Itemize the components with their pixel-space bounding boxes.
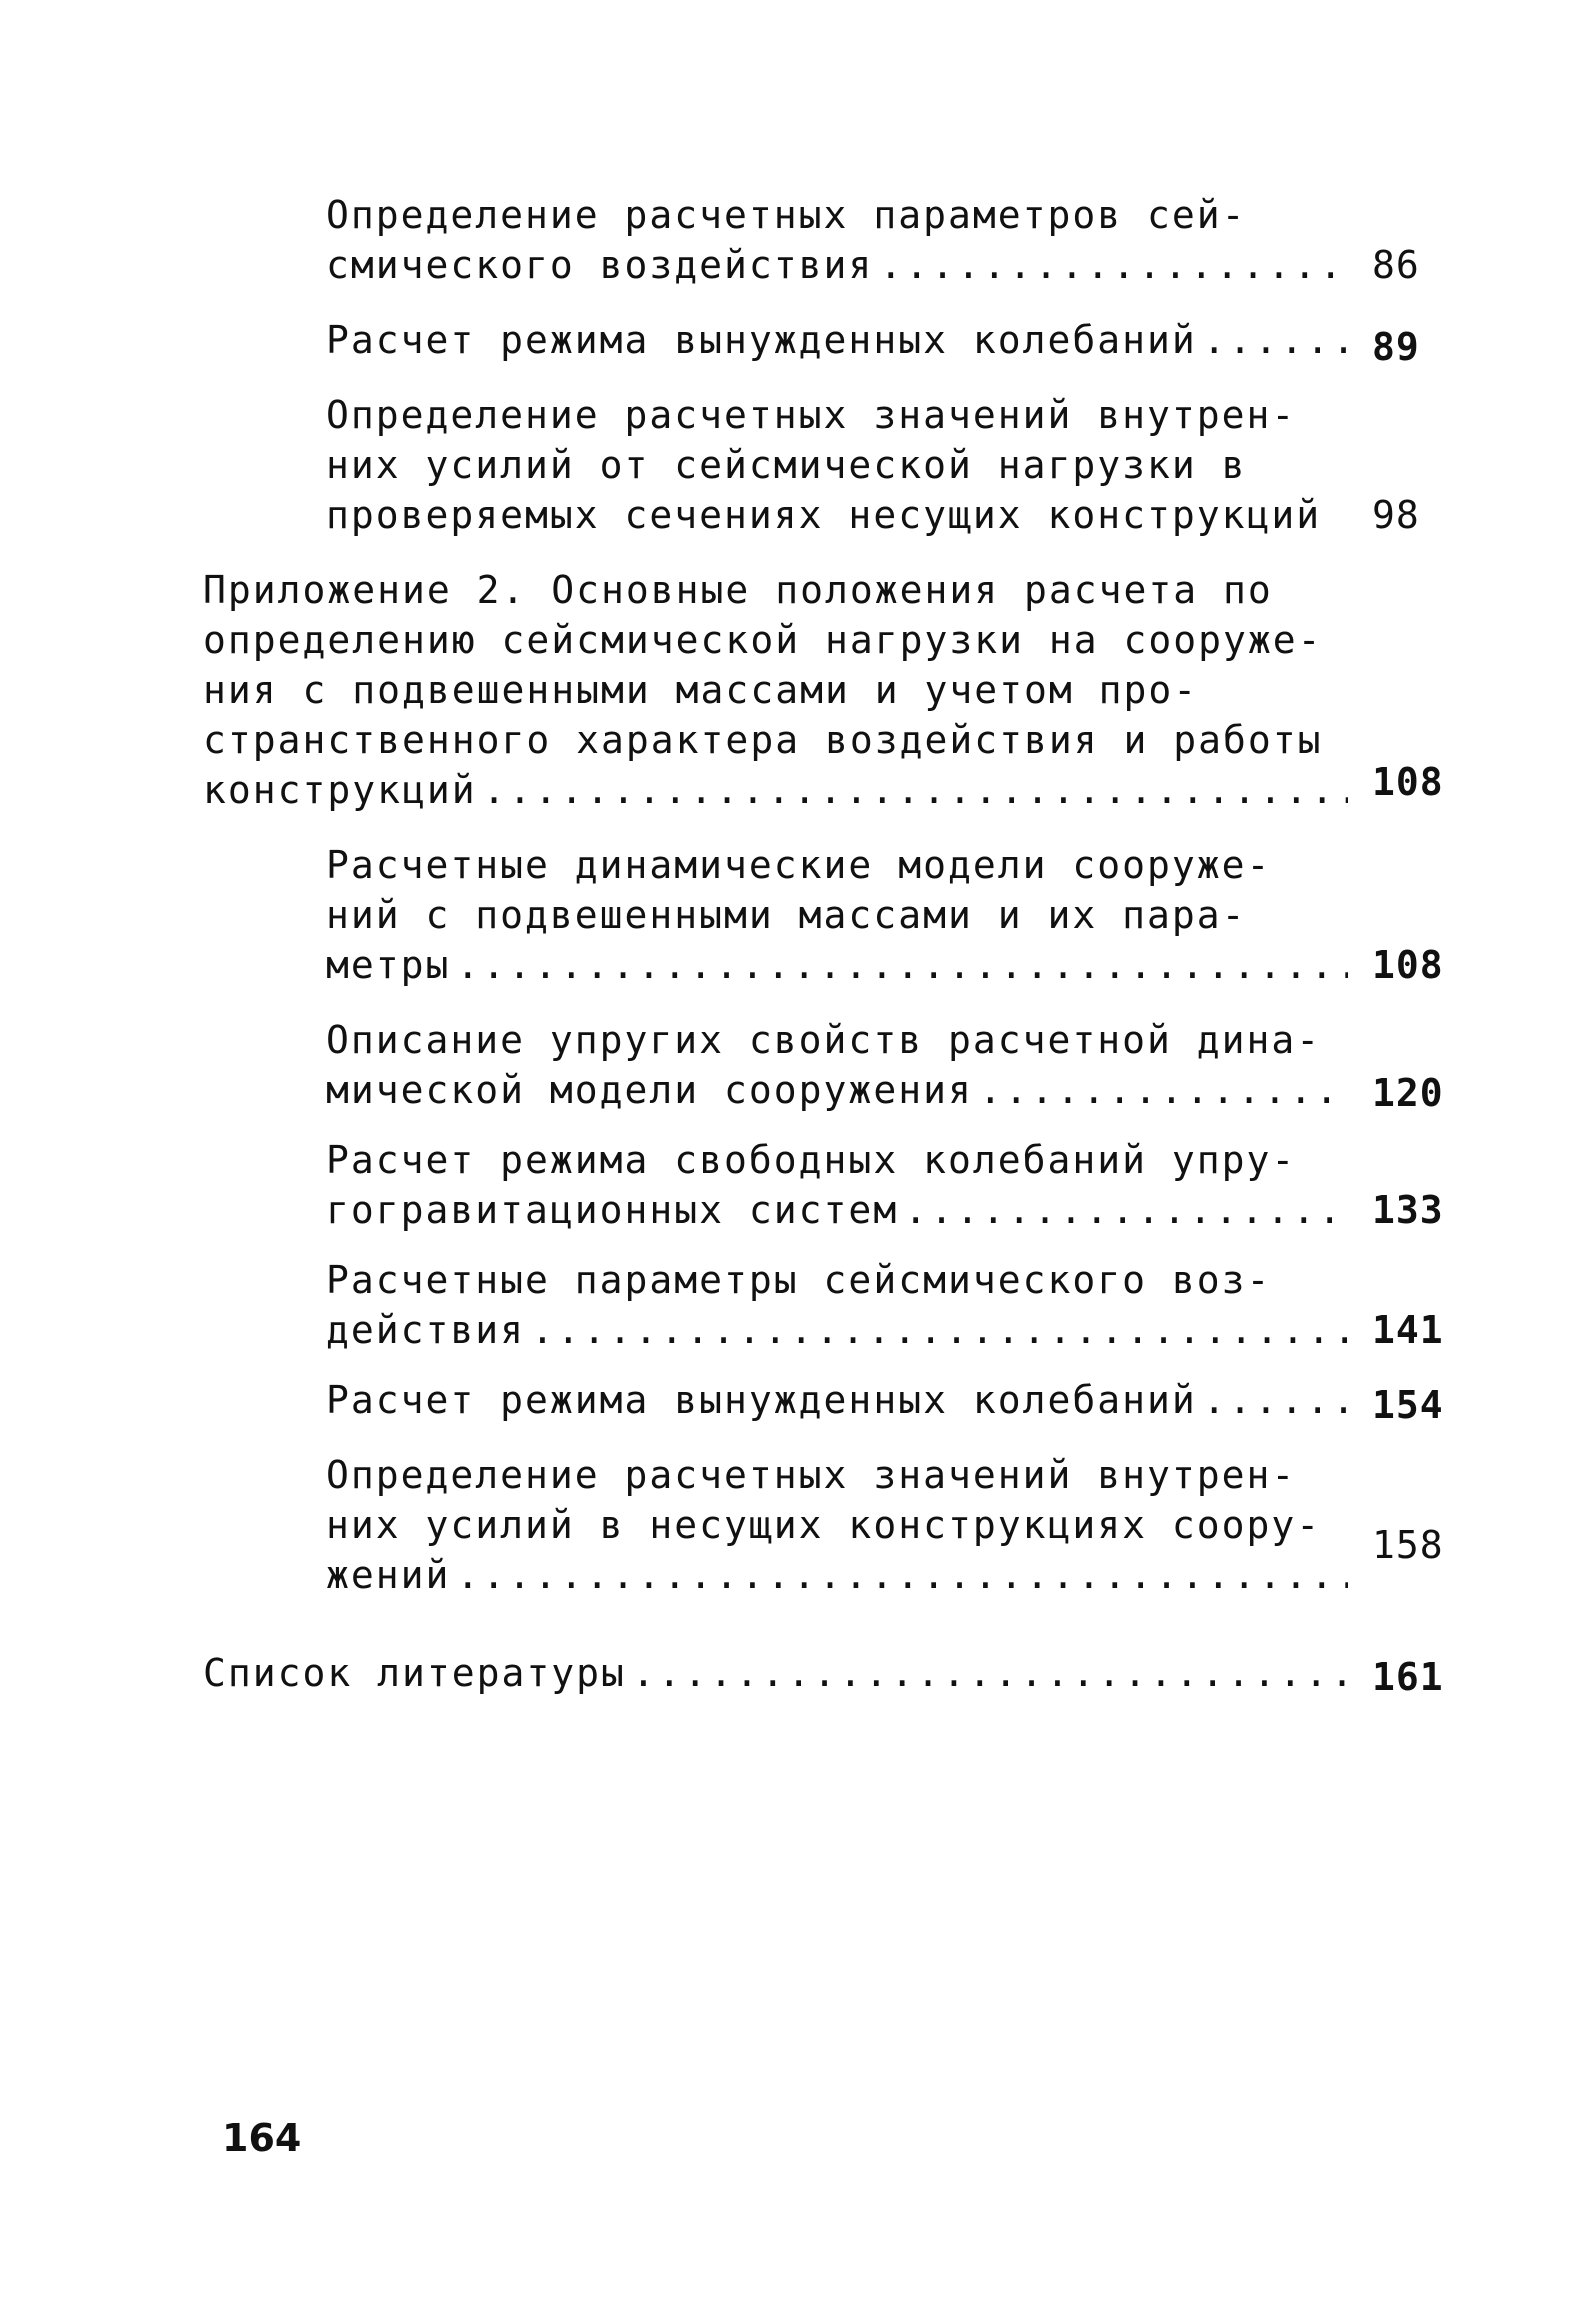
- toc-entry: [326, 1450, 1348, 1600]
- toc-page-number: 86: [1372, 243, 1420, 287]
- toc-entry-line: ний с подвешенными массами и их пара-: [326, 893, 1247, 937]
- leader-dots: [904, 1185, 1348, 1235]
- toc-page-number: 154: [1372, 1383, 1444, 1427]
- toc-entry-line: Определение расчетных параметров сей-: [326, 193, 1247, 237]
- toc-entry-line: проверяемых сечениях несущих конструкций: [326, 493, 1322, 537]
- toc-entry-line: Расчетные динамические модели сооруже-: [326, 843, 1272, 887]
- toc-entry-line: Расчет режима вынужденных колебаний: [326, 318, 1197, 362]
- toc-entry-line: действия: [326, 1308, 526, 1352]
- toc-entry-line: конструкций: [203, 768, 477, 812]
- leader-dots: [1203, 315, 1348, 365]
- toc-entry-line: ния с подвешенными массами и учетом про-: [203, 668, 1199, 712]
- toc-page-number: 141: [1372, 1308, 1444, 1352]
- toc-entry-line: смического воздействия: [326, 243, 874, 287]
- toc-entry-line: Расчет режима свободных колебаний упру-: [326, 1138, 1297, 1182]
- toc-entry-line: гогравитационных систем: [326, 1188, 899, 1232]
- toc-entry-line: Расчет режима вынужденных колебаний: [326, 1378, 1197, 1422]
- toc-entry-line: метры: [326, 943, 451, 987]
- toc-entry: [326, 1135, 1348, 1235]
- toc-entry: [326, 190, 1348, 290]
- toc-entry-appendix: [203, 565, 1348, 815]
- toc-page-number: 108: [1372, 760, 1444, 804]
- leader-dots: [483, 765, 1348, 815]
- toc-page-number: 133: [1372, 1188, 1444, 1232]
- toc-page-number: 161: [1372, 1655, 1444, 1699]
- leader-dots: [979, 1065, 1348, 1115]
- toc-entry-line: них усилий от сейсмической нагрузки в: [326, 443, 1247, 487]
- toc-entry-line: Расчетные параметры сейсмического воз-: [326, 1258, 1272, 1302]
- toc-entry: [326, 1015, 1348, 1115]
- toc-entry-line: мической модели сооружения: [326, 1068, 973, 1112]
- leader-dots: [456, 940, 1348, 990]
- toc-page-number: 108: [1372, 943, 1444, 987]
- leader-dots: [879, 240, 1348, 290]
- toc-entry-line: определению сейсмической нагрузки на сооруже-: [203, 618, 1323, 662]
- leader-dots: [531, 1305, 1348, 1355]
- toc-entry: [326, 840, 1348, 990]
- toc-entry: [326, 315, 1348, 365]
- leader-dots: [632, 1648, 1348, 1698]
- page-number: 164: [222, 2116, 302, 2160]
- toc-entry-line: Описание упругих свойств расчетной дина-: [326, 1018, 1322, 1062]
- toc-page-number: 89: [1372, 325, 1420, 369]
- toc-entry-bibliography: [203, 1648, 1348, 1698]
- toc-entry-line: Список литературы: [203, 1651, 626, 1695]
- leader-dots: [1203, 1375, 1348, 1425]
- toc-entry: [326, 390, 1348, 540]
- toc-entry-line: Определение расчетных значений внутрен-: [326, 393, 1297, 437]
- toc-entry: [326, 1255, 1348, 1355]
- toc-page-number: 98: [1372, 493, 1420, 537]
- toc-entry-line: Определение расчетных значений внутрен-: [326, 1453, 1297, 1497]
- leader-dots: [456, 1550, 1348, 1600]
- toc-page-number: 120: [1372, 1071, 1444, 1115]
- toc-entry-line: Приложение 2. Основные положения расчета по: [203, 568, 1273, 612]
- toc-page-number: 158: [1372, 1523, 1444, 1567]
- toc-entry: [326, 1375, 1348, 1425]
- toc-entry-line: жений: [326, 1553, 451, 1597]
- toc-entry-line: них усилий в несущих конструкциях соору-: [326, 1503, 1322, 1547]
- toc-entry-line: странственного характера воздействия и работы: [203, 718, 1323, 762]
